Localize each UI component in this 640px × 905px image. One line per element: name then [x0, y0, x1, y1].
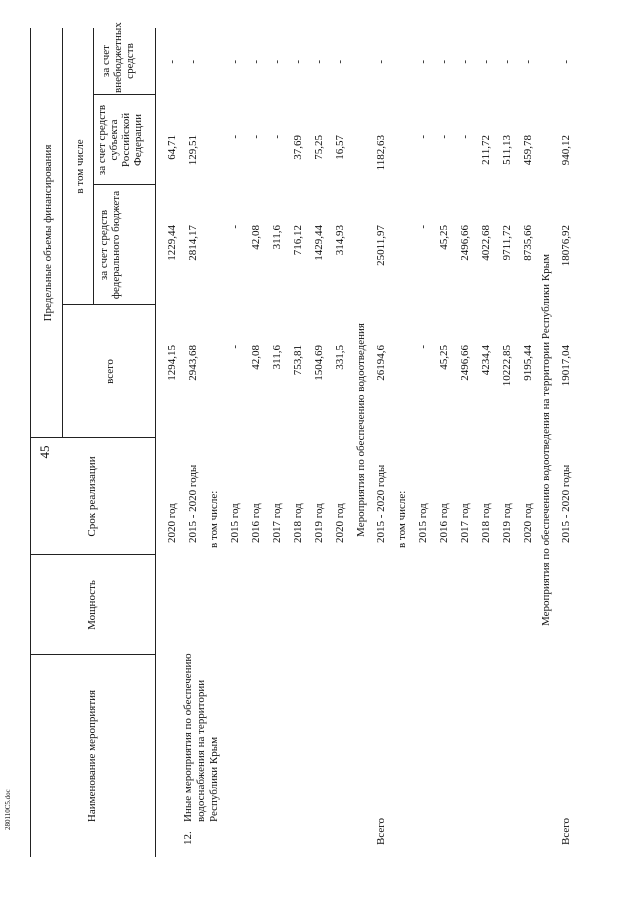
- section1-period-5: 2018 год: [480, 503, 492, 543]
- section2-federal-0: 18076,92: [560, 225, 572, 267]
- section1-extra-3: -: [438, 60, 450, 64]
- item12-federal-0: 1229,44: [166, 225, 178, 261]
- page-number: 45: [37, 445, 52, 459]
- limits-underline: [62, 28, 63, 438]
- item12-federal-7: 1429,44: [313, 225, 325, 261]
- section1-extra-6: -: [501, 60, 513, 64]
- item12-federal-5: 311,6: [271, 225, 283, 250]
- item12-total-0: 1294,15: [166, 345, 178, 381]
- header-name: Наименование мероприятия: [86, 689, 98, 823]
- item12-total-6: 753,81: [292, 345, 304, 376]
- section1-title: Мероприятия по обеспечению водоотведения: [355, 323, 367, 537]
- section1-period-7: 2020 год: [522, 503, 534, 543]
- item12-regional-4: -: [250, 135, 262, 139]
- section1-period-0: 2015 - 2020 годы: [375, 464, 387, 543]
- item12-regional-1: 129,51: [187, 135, 199, 166]
- section1-label: Всего: [375, 818, 387, 845]
- section2-label: Всего: [560, 818, 572, 845]
- section1-total-7: 9195,44: [522, 345, 534, 381]
- item12-extra-0: -: [166, 60, 178, 64]
- section1-federal-0: 25011,97: [375, 225, 387, 266]
- section1-total-3: 45,25: [438, 345, 450, 370]
- header-extra: за счет внебюджетных средств: [100, 22, 136, 93]
- section1-total-4: 2496,66: [459, 345, 471, 381]
- item12-federal-1: 2814,17: [187, 225, 199, 261]
- col-line-5: [93, 184, 155, 185]
- header-regional: за счет средств субъекта Российской Федерации: [96, 104, 144, 176]
- item12-extra-8: -: [334, 60, 346, 64]
- header-capacity: Мощность: [86, 580, 98, 630]
- section1-extra-4: -: [459, 60, 471, 64]
- section1-extra-2: -: [417, 60, 429, 64]
- incl-underline: [93, 28, 94, 305]
- item12-total-1: 2943,68: [187, 345, 199, 381]
- section1-regional-3: -: [438, 135, 450, 139]
- section1-total-5: 4234,4: [480, 345, 492, 376]
- section1-regional-2: -: [417, 135, 429, 139]
- section1-federal-3: 45,25: [438, 225, 450, 250]
- file-stamp: 280110С5.doc: [4, 789, 12, 830]
- section1-total-6: 10222,85: [501, 345, 513, 387]
- section1-extra-0: -: [375, 60, 387, 64]
- section1-federal-2: -: [417, 225, 429, 229]
- item12-regional-0: 64,71: [166, 135, 178, 160]
- item12-regional-3: -: [229, 135, 241, 139]
- item12-federal-6: 716,12: [292, 225, 304, 256]
- section1-total-2: -: [417, 345, 429, 349]
- item12-federal-3: -: [229, 225, 241, 229]
- item12-total-7: 1504,69: [313, 345, 325, 381]
- header-bottom-line: [155, 28, 156, 857]
- item12-period-7: 2019 год: [313, 503, 325, 543]
- item12-period-2: в том числе:: [208, 490, 220, 548]
- item12-extra-7: -: [313, 60, 325, 64]
- section1-regional-0: 1182,63: [375, 135, 387, 171]
- item12-num: 12.: [182, 831, 194, 845]
- item12-period-8: 2020 год: [334, 503, 346, 543]
- section1-period-6: 2019 год: [501, 503, 513, 543]
- header-limits: Предельные объемы финансирования: [42, 144, 54, 322]
- item12-extra-5: -: [271, 60, 283, 64]
- item12-period-1: 2015 - 2020 годы: [187, 464, 199, 543]
- item12-name: Иные мероприятия по обеспечению водоснабжения на территории Республики Крым: [182, 653, 220, 822]
- item12-regional-5: -: [271, 135, 283, 139]
- header-federal: за счет средств федерального бюджета: [98, 190, 122, 300]
- section1-regional-6: 511,13: [501, 135, 513, 165]
- item12-total-5: 311,6: [271, 345, 283, 370]
- item12-extra-4: -: [250, 60, 262, 64]
- section1-regional-7: 459,78: [522, 135, 534, 166]
- header-total: всего: [104, 359, 116, 384]
- header-incl: в том числе: [74, 139, 86, 194]
- item12-regional-6: 37,69: [292, 135, 304, 160]
- item12-period-6: 2018 год: [292, 503, 304, 543]
- item12-period-3: 2015 год: [229, 503, 241, 543]
- section1-federal-6: 9711,72: [501, 225, 513, 261]
- item12-federal-8: 314,93: [334, 225, 346, 256]
- section1-extra-7: -: [522, 60, 534, 64]
- section1-regional-5: 211,72: [480, 135, 492, 165]
- section1-period-3: 2016 год: [438, 503, 450, 543]
- section1-total-0: 26194,6: [375, 345, 387, 381]
- item12-period-0: 2020 год: [166, 503, 178, 543]
- section1-federal-5: 4022,68: [480, 225, 492, 261]
- section1-regional-4: -: [459, 135, 471, 139]
- section1-period-1: в том числе:: [396, 490, 408, 548]
- item12-regional-7: 75,25: [313, 135, 325, 160]
- section2-extra-0: -: [560, 60, 572, 64]
- section2-title: Мероприятия по обеспечению водоотведения на территории Республики Крым: [540, 253, 552, 627]
- item12-period-5: 2017 год: [271, 503, 283, 543]
- item12-extra-6: -: [292, 60, 304, 64]
- section1-extra-5: -: [480, 60, 492, 64]
- col-line-6: [93, 94, 155, 95]
- header-top-line: [30, 28, 31, 857]
- section1-period-4: 2017 год: [459, 503, 471, 543]
- section1-federal-7: 8735,66: [522, 225, 534, 261]
- section2-period-0: 2015 - 2020 годы: [560, 464, 572, 543]
- item12-federal-4: 42,08: [250, 225, 262, 250]
- item12-extra-3: -: [229, 60, 241, 64]
- item12-total-8: 331,5: [334, 345, 346, 370]
- item12-extra-1: -: [187, 60, 199, 64]
- header-period: Срок реализации: [86, 456, 98, 537]
- item12-total-3: -: [229, 345, 241, 349]
- item12-regional-8: 16,57: [334, 135, 346, 160]
- item12-total-4: 42,08: [250, 345, 262, 370]
- section2-total-0: 19017,04: [560, 345, 572, 387]
- section2-regional-0: 940,12: [560, 135, 572, 166]
- item12-period-4: 2016 год: [250, 503, 262, 543]
- section1-period-2: 2015 год: [417, 503, 429, 543]
- section1-federal-4: 2496,66: [459, 225, 471, 261]
